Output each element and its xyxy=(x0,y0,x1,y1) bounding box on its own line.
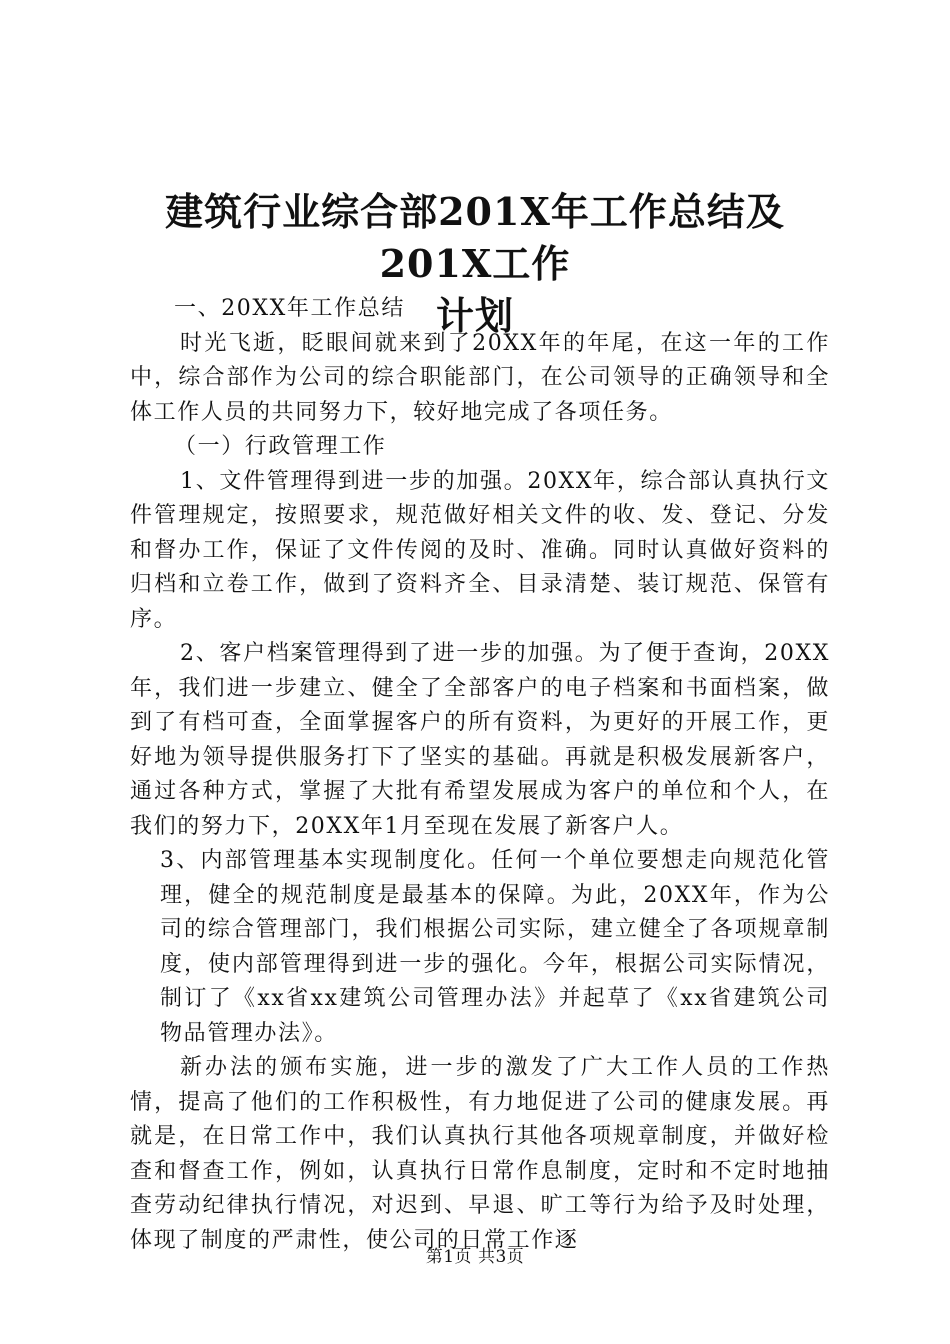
title-line-2: 计划 xyxy=(435,293,514,338)
section-heading: 一、20XX年工作总结 xyxy=(174,296,405,321)
subsection-heading: （一）行政管理工作 xyxy=(174,434,387,459)
paragraph-item-2: 2、客户档案管理得到了进一步的加强。为了便于查询，20XX年，我们进一步建立、健全了全部客户的电子档案和书面档案，做到了有档可查，全面掌握客户的所有资料，为更好的开展工作，更好地为领导提供服务打下了坚实的基础。再就是积极发展新客户，通过各种方式，掌握了大批有希望发展成为客户的单位和个人，在我们的努力下，20XX年1月至现在发展了新客户人。 xyxy=(130,641,830,839)
document-body xyxy=(130,292,830,1258)
paragraph-item-1: 1、文件管理得到进一步的加强。20XX年，综合部认真执行文件管理规定，按照要求，规范做好相关文件的收、发、登记、分发和督办工作，保证了文件传阅的及时、准确。同时认真做好资料的归档和立卷工作，做到了资料齐全、目录清楚、装订规范、保管有序。 xyxy=(130,468,830,632)
page-footer: 第1页 共3页 xyxy=(425,1247,525,1267)
paragraph-4: 新办法的颁布实施，进一步的激发了广大工作人员的工作热情，提高了他们的工作积极性，有力地促进了公司的健康发展。再就是，在日常工作中，我们认真执行其他各项规章制度，并做好检查和督查工作，例如，认真执行日常作息制度，定时和不定时地抽查劳动纪律执行情况，对迟到、早退、旷工等行为给予及时处理，体现了制度的严肃性，使公司的日常工作逐 xyxy=(130,1055,830,1253)
title-line-1: 建筑行业综合部201X年工作总结及201X工作 xyxy=(165,189,785,286)
intro-paragraph: 时光飞逝，眨眼间就来到了20XX年的年尾，在这一年的工作中，综合部作为公司的综合职能部门，在公司领导的正确领导和全体工作人员的共同努力下，较好地完成了各项任务。 xyxy=(130,330,830,425)
paragraph-item-3: 3、内部管理基本实现制度化。任何一个单位要想走向规范化管理，健全的规范制度是最基本的保障。为此，20XX年，作为公司的综合管理部门，我们根据公司实际，建立健全了各项规章制度，使内部管理得到进一步的强化。今年，根据公司实际情况，制订了《xx省xx建筑公司管理办法》并起草了《xx省建筑公司物品管理办法》。 xyxy=(160,848,830,1046)
